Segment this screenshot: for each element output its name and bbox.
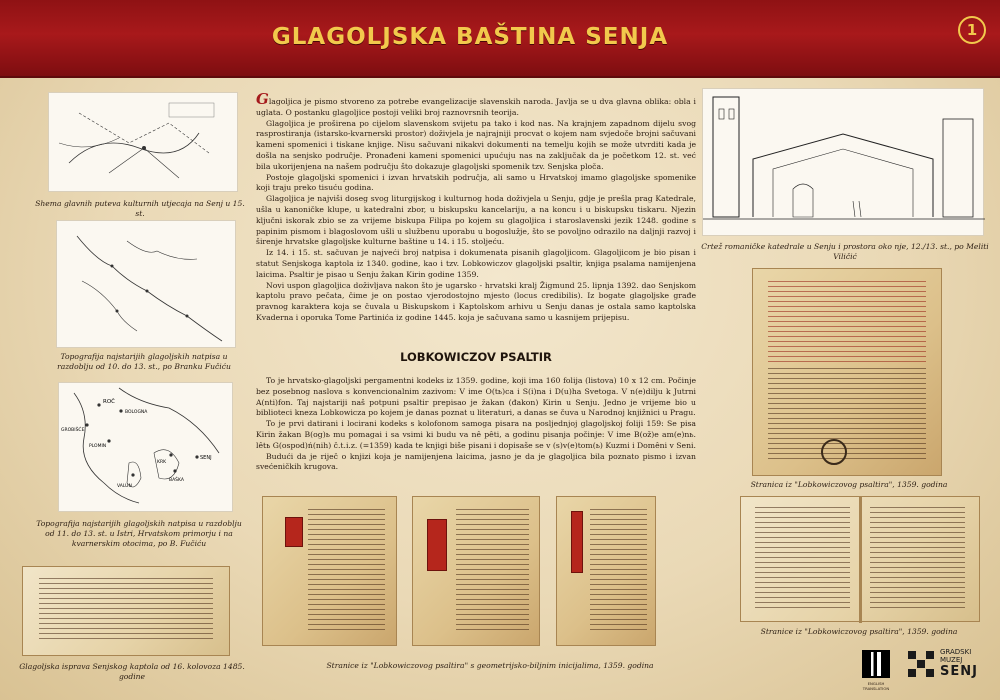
illuminated-initial-1 bbox=[285, 517, 303, 547]
caption-cathedral: Crtež romaničke katedrale u Senju i prostora oko nje, 12./13. st., po Meliti Viličić bbox=[701, 242, 989, 261]
main-text-block bbox=[256, 90, 696, 324]
map-label-baska: BAŠKA bbox=[169, 478, 184, 483]
museum-logo-line2: MUZEJ bbox=[940, 656, 963, 664]
map-label-senj: SENJ bbox=[200, 455, 212, 461]
document-script-lines bbox=[39, 578, 212, 643]
map-label-krk: KRK bbox=[157, 460, 167, 465]
open-book-left-lines bbox=[755, 507, 850, 611]
inscriptions-map-10-13c bbox=[56, 220, 236, 348]
manuscript-3-lines bbox=[590, 509, 647, 633]
cathedral-sketch bbox=[703, 89, 985, 237]
manuscript-page-1 bbox=[262, 496, 397, 646]
map-label-plomin: PLOMIN bbox=[89, 444, 107, 449]
psaltir-paragraph-3: Budući da je riječ o knjizi koja je namijenjena laicima, jasno je da je glagoljica bila poznato pismo i izvan svećeničkih krugova. bbox=[256, 451, 696, 472]
caption-inscriptions-map-2: Topografija najstarijih glagoljskih natpisa u razdoblju od 11. do 13. st. u Istri, Hrvatskom primorju i na kvarnerskim otocima, po B. Fučiću bbox=[36, 519, 242, 548]
paragraph-4: Glagoljica je najviši doseg svog liturgijskog i kulturnog hoda doživjela u Senju, gdje je prešla prag Katedrale, ušla u kanoničke klupe, u katedralni zbor, u biskupsku kancelariju, a na koncu i u biskupsku tiskaru. Njezin ključni iskorak zbio se za vrijeme biskupa Filipa po kojem su glagoljica i staroslavenski jezik 1248. godine s papinim pismom i blagoslovom ušli u službenu uporabu u bogoslužje, što se povoljno odrazilo na daljnji razvoj i širenje hrvatske glagoljske kulturne baštine u 14. i 15. stoljeću. bbox=[256, 194, 696, 247]
caption-kaptol-document: Glagoljska isprava Senjskog kaptola od 16. kolovoza 1485. godine bbox=[19, 662, 245, 681]
paragraph-intro bbox=[256, 90, 696, 119]
psaltir-page-single bbox=[752, 268, 942, 476]
paragraph-6: Novi uspon glagoljica doživljava nakon što je ugarsko - hrvatski kralj Žigmund 25. lipnja 1392. dao Senjskom kaptolu pravo pečata, čime je on postao vjerodostojno mjesto (locus credibilis). Iz bogate glagoljske građe pravnog karaktera koja se čuvala u Biskupskom i Kaptolskom arhivu u Senju danas je ostala samo kaptolska Kvaderna i oporuka Tome Partinića iz godine 1445. koja je sačuvana samo u kasnijem prijepisu. bbox=[256, 280, 696, 322]
manuscript-page-2 bbox=[412, 496, 540, 646]
page-number-badge: 1 bbox=[958, 16, 986, 44]
istria-kvarner-map-drawing bbox=[59, 383, 234, 513]
cathedral-drawing bbox=[702, 88, 984, 236]
map-label-grobisce: GROBIŠĆE bbox=[61, 428, 85, 433]
caption-psaltir-page: Stranica iz "Lobkowiczovog psaltira", 1359. godina bbox=[750, 480, 948, 489]
caption-manuscripts: Stranice iz "Lobkowiczovog psaltira" s geometrijsko-biljnim inicijalima, 1359. godina bbox=[326, 661, 654, 670]
cultural-routes-map bbox=[48, 92, 238, 192]
qr-code[interactable] bbox=[862, 650, 890, 678]
caption-inscriptions-map-1: Topografija najstarijih glagoljskih natpisa u razdoblju od 10. do 13. st., po Branku Fučiću bbox=[57, 352, 231, 371]
paragraph-1-text: lagoljica je pismo stvoreno za potrebe evangelizacije slavenskih naroda. Javlja se u dva glavna oblika: obla i uglata. O postanku glagoljice postoji veliki broj raznovrsnih teorija. bbox=[256, 97, 696, 117]
caption-cultural-routes: Shema glavnih puteva kulturnih utjecaja na Senj u 15. st. bbox=[35, 199, 245, 218]
manuscript-page-3 bbox=[556, 496, 656, 646]
museum-logo-icon bbox=[908, 651, 934, 677]
psaltir-script-lines-red bbox=[768, 281, 926, 361]
manuscript-2-lines bbox=[456, 509, 529, 633]
psaltir-text-block bbox=[256, 376, 696, 473]
paragraph-5: Iz 14. i 15. st. sačuvan je najveći broj natpisa i dokumenata pisanih glagoljicom. Glagoljicom je bio pisan i statut Senjskoga kaptola iz 1340. godine, kao i tzv. Lobkowiczov glagoljski psaltir, knjiga psalama namijenjena laicima. Psaltir je pisao u Senju žakan Kirin godine 1359. bbox=[256, 248, 696, 279]
psaltir-script-lines bbox=[768, 368, 926, 463]
open-book-spine bbox=[859, 497, 862, 623]
psaltir-paragraph-1: To je hrvatsko-glagoljski pergamentni kodeks iz 1359. godine, koji ima 160 folija (listova) 10 x 12 cm. Počinje bez posebnog naslova s konvencionalnim zazivom: V ime O(tь)ca i S(i)na i D(u)ha Svetoga. V n(e)dilju k Jutrni A(nti)fon. Taj najstariji naš potpuni psaltir prepisao je žakan (đakon) Kirin u Senju. Jedno je vrijeme bio u biblioteci kneza Lobkowicza po kojem je danas poznat u literaturi, a danas se čuva u Narodnoj knjižnici u Pragu. bbox=[256, 376, 696, 418]
illuminated-initial-2 bbox=[427, 519, 447, 571]
illuminated-initial-3 bbox=[571, 511, 583, 573]
section-heading: LOBKOWICZOV PSALTIR bbox=[400, 350, 552, 364]
paragraph-2: Glagoljica je proširena po cijelom slavenskom svijetu pa tako i kod nas. Na krajnjem zapadnom dijelu svog rasprostiranja (istarsko-kvarnerski prostor) doživjela je najrajniji procvat o kojem nam svjedoče brojni sačuvani kameni spomenici i tiskane knjige. Nisu sačuvani nikakvi dokumenti na temelju kojih se može utvrditi kada je došla na senjsko područje. Pronađeni kameni spomenici upućuju nas na zaključak da je početkom 12. st. već bila ukorijenjena na našem području što dokazuje glagoljski spomenik tzv. Senjska ploča. bbox=[256, 118, 696, 171]
kaptol-document-1485 bbox=[22, 566, 230, 656]
page-title: GLAGOLJSKA BAŠTINA SENJA bbox=[271, 24, 669, 50]
open-book-right-lines bbox=[870, 507, 965, 611]
museum-logo-line3: SENJ bbox=[940, 664, 978, 679]
istria-kvarner-map bbox=[58, 382, 233, 512]
caption-psaltir-open: Stranice iz "Lobkowiczovog psaltira", 1359. godina bbox=[760, 627, 958, 636]
psaltir-paragraph-2: To je prvi datirani i locirani kodeks s kolofonom samoga pisara na posljednjoj glagoljskoj foliji 159: Se pisa Kirin žakan B(og)ь mu pomagai i sa vsimi ki budu va nê pêti, a godinu pisanja počinje: V ime B(ož)e am(e)nь. lêtь G(ospod)ń(nih) č.t.i.z. (=1359) kada te knjigi biše pisani i dopisaše se v (s)v(e)tom(ь) Kuzmi i Domêni v Seni. bbox=[256, 419, 696, 450]
header-banner bbox=[0, 0, 1000, 78]
cultural-routes-map-drawing bbox=[49, 93, 239, 193]
qr-label: ENGLISH TRANSLATION bbox=[862, 681, 890, 691]
map-label-bologna: BOLOGNA bbox=[125, 410, 148, 415]
psaltir-open-book bbox=[740, 496, 980, 622]
map-label-roc: ROČ bbox=[103, 399, 115, 405]
psaltir-stamp bbox=[821, 439, 847, 465]
map-label-valun: VALUN bbox=[117, 484, 132, 489]
paragraph-3: Postoje glagoljski spomenici i izvan hrvatskih područja, ali samo u Hrvatskoj imamo glagoljske spomenike koji traju preko tisuću godina. bbox=[256, 172, 696, 193]
drop-cap: G bbox=[256, 90, 269, 108]
museum-logo-line1: GRADSKI bbox=[940, 648, 972, 656]
manuscript-1-lines bbox=[308, 509, 385, 633]
inscriptions-map-drawing bbox=[57, 221, 237, 349]
